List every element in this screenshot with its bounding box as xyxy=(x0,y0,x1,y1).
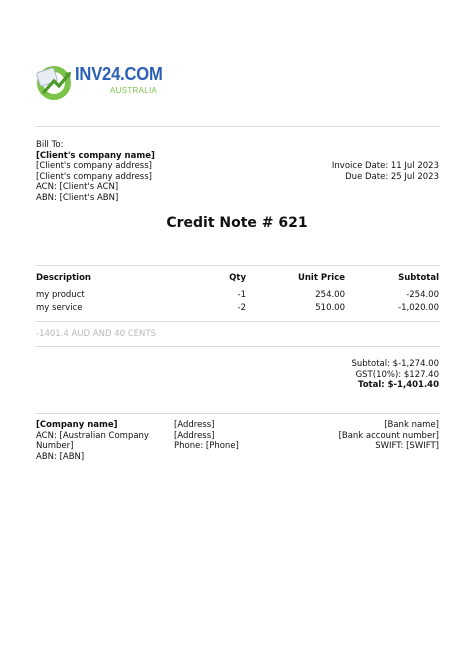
row-subtotal: -254.00 xyxy=(406,290,439,300)
table-bottom-divider xyxy=(35,321,440,322)
logo xyxy=(34,62,163,102)
client-address-1: [Client's company address] xyxy=(36,161,152,172)
footer-abn: ABN: [ABN] xyxy=(36,451,85,462)
totals-block xyxy=(351,359,439,391)
totals-divider xyxy=(35,346,440,347)
invoice-date: Invoice Date: 11 Jul 2023 xyxy=(331,161,439,171)
dates-block xyxy=(332,161,439,182)
row-description: my service xyxy=(36,303,83,313)
row-qty: -2 xyxy=(237,303,246,313)
page-title: Credit Note # 621 xyxy=(166,215,308,231)
row-unit-price: 510.00 xyxy=(315,303,345,313)
footer-bank-account: [Bank account number] xyxy=(338,430,439,441)
due-date: Due Date: 25 Jul 2023 xyxy=(345,171,439,182)
table-top-divider xyxy=(35,265,440,266)
header-subtotal: Subtotal xyxy=(398,273,439,283)
footer-address-1: [Address] xyxy=(174,420,215,430)
footer-bank-name: [Bank name] xyxy=(384,420,439,430)
footer-bank-block xyxy=(339,420,439,452)
footer-swift: SWIFT: [SWIFT] xyxy=(375,441,439,452)
client-company-name: [Client's company name] xyxy=(36,150,155,161)
footer-phone: Phone: [Phone] xyxy=(174,441,239,452)
header-qty: Qty xyxy=(229,273,246,283)
logo-wordmark: INV24.COM xyxy=(75,64,163,84)
logo-tagline: AUSTRALIA xyxy=(110,86,158,95)
logo-mark-icon xyxy=(34,62,76,102)
footer-company-name: [Company name] xyxy=(36,420,118,430)
client-abn: ABN: [Client's ABN] xyxy=(36,192,119,203)
row-description: my product xyxy=(36,290,85,300)
header-description: Description xyxy=(36,273,91,283)
footer-address-block xyxy=(174,420,239,452)
footer-acn-line2: Number] xyxy=(36,441,74,452)
totals-subtotal: Subtotal: $-1,274.00 xyxy=(351,359,439,369)
bill-to-label: Bill To: xyxy=(36,140,64,150)
client-address-2: [Client's company address] xyxy=(36,171,152,182)
footer-divider xyxy=(35,413,440,414)
row-qty: -1 xyxy=(237,290,246,300)
header-divider xyxy=(35,126,440,127)
client-acn: ACN: [Client's ACN] xyxy=(36,182,119,193)
amount-in-words: -1401.4 AUD AND 40 CENTS xyxy=(36,329,156,339)
totals-gst: GST(10%): $127.40 xyxy=(355,369,439,380)
row-unit-price: 254.00 xyxy=(315,290,345,300)
footer-acn-line1: ACN: [Australian Company xyxy=(36,430,149,441)
bill-to-block xyxy=(36,140,155,204)
footer-address-2: [Address] xyxy=(174,430,215,441)
footer-company-block xyxy=(36,420,149,462)
totals-total: Total: $-1,401.40 xyxy=(358,380,439,391)
row-subtotal: -1,020.00 xyxy=(398,303,439,313)
header-unit-price: Unit Price xyxy=(297,273,345,283)
